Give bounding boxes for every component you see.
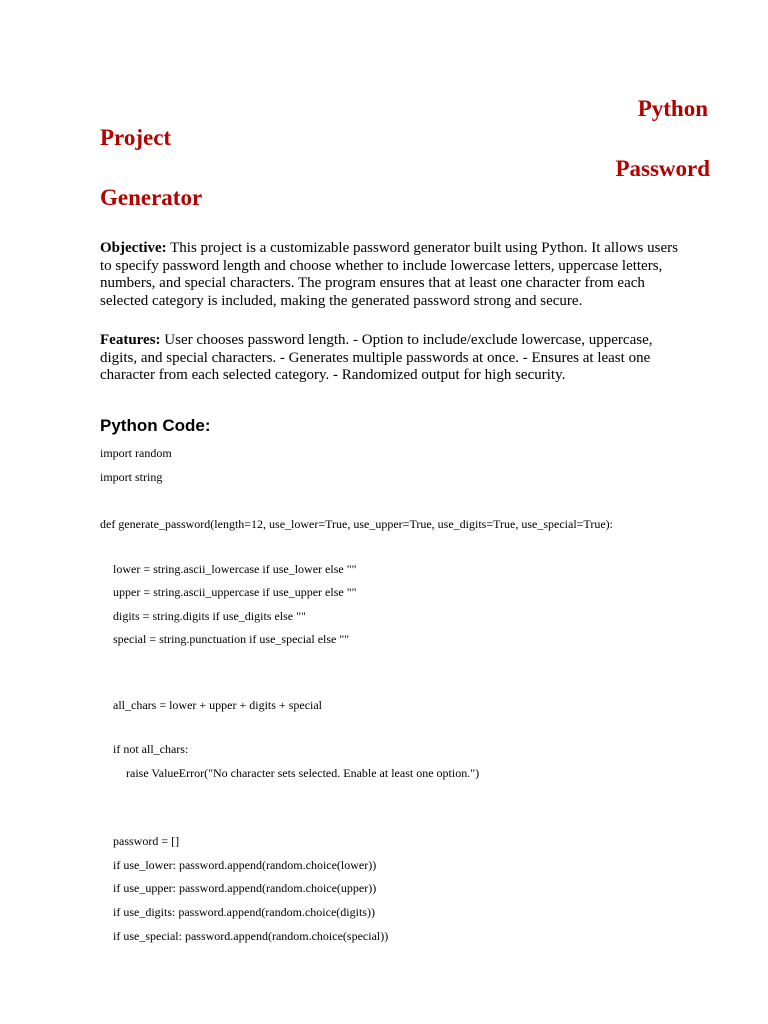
objective-paragraph xyxy=(100,240,684,310)
title-word-password: Password xyxy=(615,156,710,181)
code-line: if use_upper: password.append(random.choice(upper)) xyxy=(113,881,377,895)
code-line: digits = string.digits if use_digits else "" xyxy=(113,609,306,623)
code-line: def generate_password(length=12, use_lower=True, use_upper=True, use_digits=True, use_special=True): xyxy=(100,517,613,531)
code-line: import string xyxy=(100,470,163,484)
features-text: User chooses password length. - Option to include/exclude lowercase, uppercase, digits, and special characters. - Generates multiple passwords at once. - Ensures at least one character from each selected category. - Randomized output for high security. xyxy=(100,332,653,384)
code-line: if not all_chars: xyxy=(113,742,189,756)
code-line: password = [] xyxy=(113,834,180,848)
code-line: if use_digits: password.append(random.choice(digits)) xyxy=(113,905,375,919)
objective-label: Objective: xyxy=(100,240,167,256)
features-label: Features: xyxy=(100,332,161,348)
code-line: if use_special: password.append(random.choice(special)) xyxy=(113,929,389,943)
code-line: import random xyxy=(100,446,172,460)
code-heading: Python Code: xyxy=(100,416,211,435)
code-line: if use_lower: password.append(random.choice(lower)) xyxy=(113,858,377,872)
code-line: raise ValueError("No character sets selected. Enable at least one option.") xyxy=(126,766,480,780)
code-line: all_chars = lower + upper + digits + special xyxy=(113,698,323,712)
title-word-project: Project xyxy=(100,125,172,150)
title-word-generator: Generator xyxy=(100,185,203,210)
title-word-python: Python xyxy=(637,96,708,121)
features-paragraph xyxy=(100,332,684,385)
objective-text: This project is a customizable password generator built using Python. It allows users to specify password length and choose whether to include lowercase letters, uppercase letters, numbers, and special characters. The program ensures that at least one character from each selected category is included, making the generated password strong and secure. xyxy=(100,240,678,309)
code-line: upper = string.ascii_uppercase if use_upper else "" xyxy=(113,585,357,599)
code-line: special = string.punctuation if use_special else "" xyxy=(113,632,350,646)
code-line: lower = string.ascii_lowercase if use_lower else "" xyxy=(113,562,357,576)
